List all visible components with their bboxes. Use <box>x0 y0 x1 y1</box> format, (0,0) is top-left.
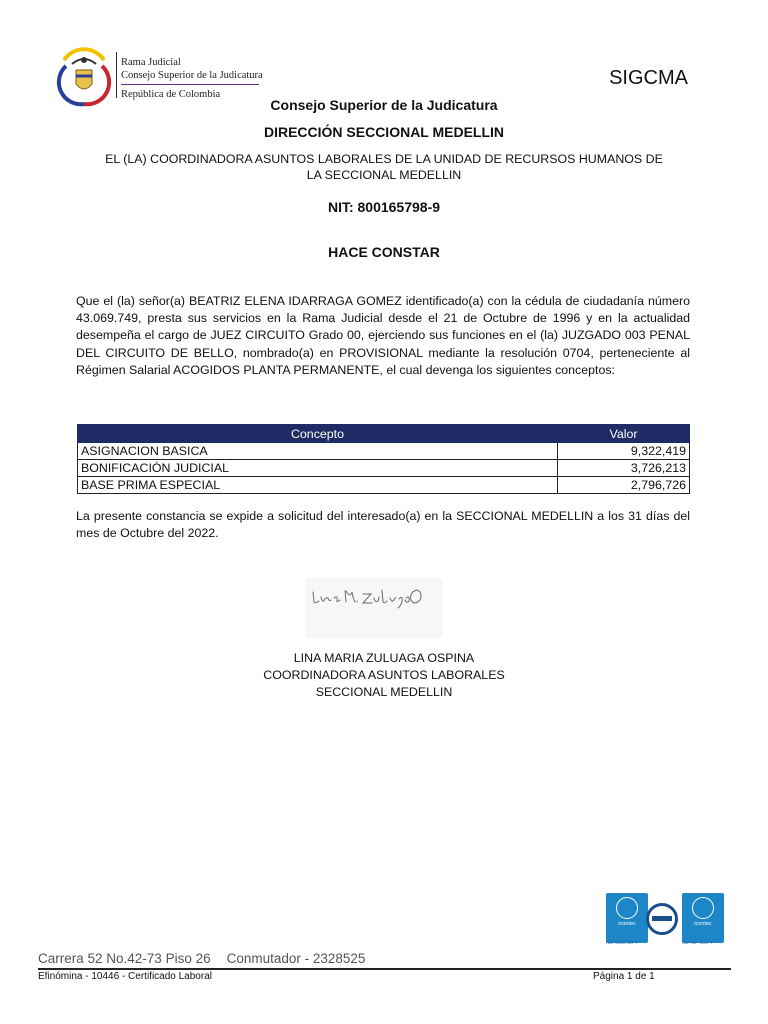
nit: NIT: 800165798-9 <box>327 199 441 215</box>
badge-circle <box>616 897 638 919</box>
iqnet-logo-icon <box>646 903 678 935</box>
concepto-cell: BONIFICACIÓN JUDICIAL <box>78 460 558 477</box>
concepts-table <box>77 424 690 494</box>
icontec-badge-icon <box>606 893 648 943</box>
table-row <box>78 460 690 477</box>
address-line <box>38 951 381 966</box>
valor-cell: 9,322,419 <box>558 443 690 460</box>
certify-heading: HACE CONSTAR <box>328 244 440 260</box>
header-valor: Valor <box>558 425 690 443</box>
badge-label: icontec <box>618 921 636 927</box>
icontec-badge-icon <box>682 893 724 943</box>
signer-office: SECCIONAL MEDELLIN <box>315 685 453 699</box>
badge-label: icontec <box>694 921 712 927</box>
logo-line-republica: República de Colombia <box>121 89 221 100</box>
document-reference: Efinómina - 10446 - Certificado Laboral <box>38 971 212 982</box>
logo-line-consejo: Consejo Superior de la Judicatura <box>121 70 263 81</box>
direction-title: DIRECCIÓN SECCIONAL MEDELLIN <box>263 124 505 140</box>
logo-rule <box>121 84 259 85</box>
valor-cell: 2,796,726 <box>558 477 690 494</box>
address: Carrera 52 No.42-73 Piso 26 <box>38 951 211 966</box>
table-row <box>78 477 690 494</box>
valor-cell: 3,726,213 <box>558 460 690 477</box>
signer-block <box>0 650 768 701</box>
phone: Conmutador - 2328525 <box>226 951 366 966</box>
issuer-line-1: EL (LA) COORDINADORA ASUNTOS LABORALES DE LA UNIDAD DE RECURSOS HUMANOS DE <box>105 152 663 166</box>
table-header-row <box>78 425 690 443</box>
cert-number-a: No. SC5780-4 <box>606 940 638 946</box>
logo-line-rama: Rama Judicial <box>121 57 181 68</box>
system-label: SIGCMA <box>609 67 688 89</box>
concepto-cell: BASE PRIMA ESPECIAL <box>78 477 558 494</box>
signer-name: LINA MARIA ZULUAGA OSPINA <box>293 651 475 665</box>
issuer-line-2: LA SECCIONAL MEDELLIN <box>306 168 462 182</box>
logo-text <box>121 56 263 101</box>
logo-divider <box>116 52 117 98</box>
concepto-cell: ASIGNACION BASICA <box>78 443 558 460</box>
header-concepto: Concepto <box>78 425 558 443</box>
badge-circle <box>692 897 714 919</box>
page-number: Página 1 de 1 <box>593 971 655 982</box>
signer-role: COORDINADORA ASUNTOS LABORALES <box>263 668 505 682</box>
footer-divider <box>38 968 731 970</box>
certificate-paragraph: Que el (la) señor(a) BEATRIZ ELENA IDARRAGA GOMEZ identificado(a) con la cédula de ciudadanía número 43.069.749, presta sus servicios en la Rama Judicial desde el 21 de Octubre de 1996 y en la actualidad desempeña el cargo de JUEZ CIRCUITO Grado 00, ejerciendo sus funciones en el (la) JUZGADO 003 PENAL DEL CIRCUITO DE BELLO, nombrado(a) en PROVISIONAL mediante la resolución 0704, perteneciente al Régimen Salarial ACOGIDOS PLANTA PERMANENTE, el cual devenga los siguientes conceptos: <box>76 294 690 377</box>
handwritten-signature <box>305 578 443 638</box>
issuer-text <box>0 151 768 183</box>
closing-paragraph: La presente constancia se expide a solicitud del interesado(a) en la SECCIONAL MEDELLIN a los 31 días del mes de Octubre del 2022. <box>76 509 690 541</box>
table-row <box>78 443 690 460</box>
cert-number-b: No. GP 059-4 <box>682 940 713 946</box>
entity-title: Consejo Superior de la Judicatura <box>270 97 498 113</box>
